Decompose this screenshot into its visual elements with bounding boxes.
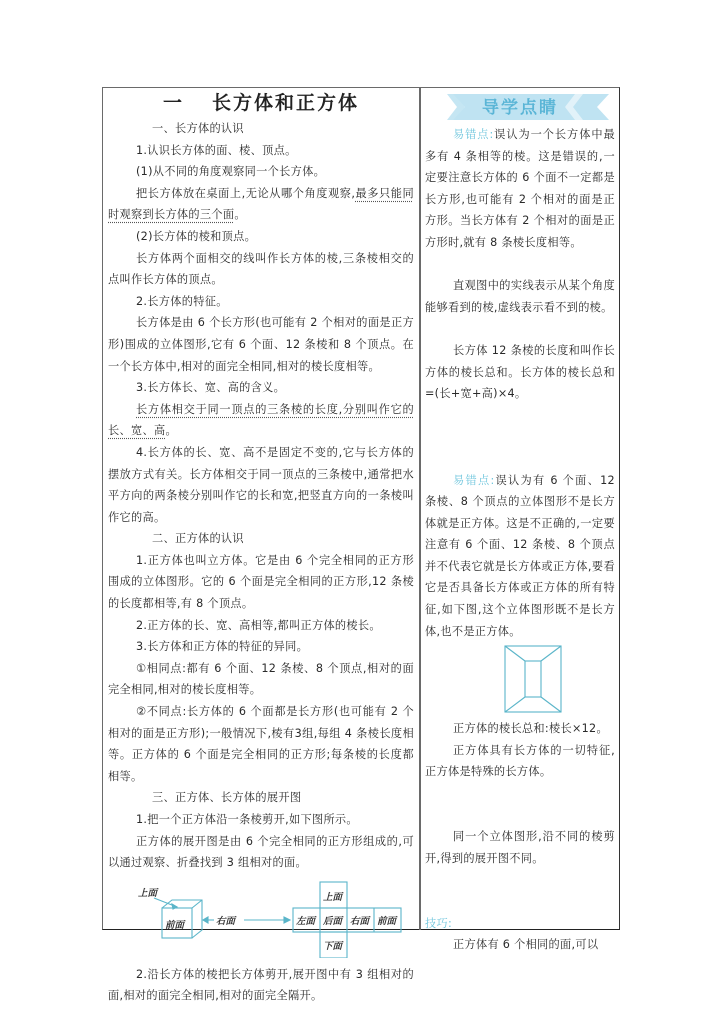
paragraph-same: ①相同点:都有 6 个面、12 条棱、8 个顶点,相对的面完全相同,相对的棱长度相等。 xyxy=(108,661,414,697)
tip-common-mistake-1: 易错点:误认为一个长方体中最多有 4 条相等的棱。这是错误的,一定要注意长方体的 6 个面不一定都是长方形,也可能有 2 个相对的面是正方形。当长方体有 2 个相对的面是正方形时,就有 8 条棱长度相等。 xyxy=(425,128,615,249)
net-front: 前面 xyxy=(377,915,397,927)
paragraph-edges: 长方体两个面相交的线叫作长方体的棱,三条棱相交的点叫作长方体的顶点。 xyxy=(108,251,414,287)
tip-label: 易错点: xyxy=(453,473,495,487)
point-3: 3.长方体长、宽、高的含义。 xyxy=(136,381,286,395)
emphasis-dimensions: 长方体相交于同一顶点的三条棱的长度,分别叫作它的长、宽、高 xyxy=(108,402,414,438)
net-back: 后面 xyxy=(323,915,343,927)
frustum-figure xyxy=(425,642,615,738)
cube-net-illustration xyxy=(108,874,414,958)
net-bottom: 下面 xyxy=(323,940,343,952)
point-1-1: (1)从不同的角度观察同一个长方体。 xyxy=(136,165,326,179)
paragraph-features: 长方体是由 6 个长方形(也可能有 2 个相对的面是正方形)围成的立体图形,它有 6 个面、12 条棱和 8 个顶点。在一个长方体中,相对的面完全相同,相对的棱长度相等。 xyxy=(108,316,414,373)
net-top: 上面 xyxy=(323,891,343,903)
chapter-title: 长方体和正方体 xyxy=(212,92,360,114)
paragraph-net-1: 1.把一个正方体沿一条棱剪开,如下图所示。 xyxy=(136,813,358,826)
tip-common-mistake-2: 易错点:误认为有 6 个面、12 条棱、8 个顶点的立体图形不是长方体就是正方体。这是不正确的,一定要注意有 6 个面、12 条棱、8 个顶点并不代表它就是长方体或正方体,要看它是否具备长方体或正方体的所有特征,如下图,这个立体图形既不是长方体,也不是正方体。 xyxy=(425,473,615,638)
main-column xyxy=(108,88,414,1007)
paragraph-observe: 把长方体放在桌面上,无论从哪个角度观察,最多只能同时观察到长方体的三个面。 xyxy=(108,186,414,222)
truncated-pyramid-illustration xyxy=(425,642,615,738)
tip-cube-edge-sum: 正方体的棱长总和:棱长×12。 xyxy=(453,722,608,736)
paragraph-diff: ②不同点:长方体的 6 个面都是长方形(也可能有 2 个相对的面是正方形);一般情况下,棱有3组,每组 4 条棱长度相等。正方体的 6 个面是完全相同的正方形;每条棱的长度都相等。 xyxy=(108,705,414,783)
point-1: 1.认识长方体的面、棱、顶点。 xyxy=(136,143,297,157)
paragraph-compare: 3.长方体和正方体的特征的异同。 xyxy=(136,640,309,654)
net-left: 左面 xyxy=(296,915,316,927)
section-heading-2: 二、正方体的认识 xyxy=(152,532,244,546)
paragraph-net-3: 2.沿长方体的棱把长方体剪开,展开图中有 3 组相对的面,相对的面完全相同,相对的面完全隔开。 xyxy=(108,967,414,1003)
point-2: 2.长方体的特征。 xyxy=(136,294,228,308)
tip-different-nets: 同一个立体图形,沿不同的棱剪开,得到的展开图不同。 xyxy=(425,830,615,865)
tip-technique: 正方体有 6 个相同的面,可以 xyxy=(453,938,599,952)
label-front-face: 前面 xyxy=(165,919,185,931)
tip-technique-label: 技巧: xyxy=(425,916,453,930)
tip-solid-dashed: 直观图中的实线表示从某个角度能够看到的棱,虚线表示看不到的棱。 xyxy=(425,279,615,314)
paragraph-dimensions: 长方体相交于同一顶点的三条棱的长度,分别叫作它的长、宽、高。 xyxy=(108,402,414,438)
section-heading-3: 三、正方体、长方体的展开图 xyxy=(152,791,302,805)
tip-label: 易错点: xyxy=(453,128,494,141)
paragraph-orientation: 4.长方体的长、宽、高不是固定不变的,它与长方体的摆放方式有关。长方体相交于同一顶点的三条棱中,通常把水平方向的两条棱分别叫作它的长和宽,把竖直方向的一条棱叫作它的高。 xyxy=(108,445,414,524)
label-right-face: 右面 xyxy=(216,915,236,927)
net-right: 右面 xyxy=(350,915,370,927)
paragraph-cube-edge: 2.正方体的长、宽、高相等,都叫正方体的棱长。 xyxy=(136,618,381,632)
cube-net-diagram xyxy=(108,874,414,958)
label-top-face: 上面 xyxy=(138,887,158,899)
banner-title: 导学点睛 xyxy=(482,98,558,118)
paragraph-net-2: 正方体的展开图是由 6 个完全相同的正方形组成的,可以通过观察、折叠找到 3 组相对的面。 xyxy=(108,834,414,870)
section-heading-1: 一、长方体的认识 xyxy=(152,122,244,135)
column-divider xyxy=(419,87,421,930)
tip-edge-sum: 长方体 12 条棱的长度和叫作长方体的棱长总和。长方体的棱长总和=(长+宽+高)×4。 xyxy=(425,343,615,401)
chapter-number: 一 xyxy=(162,92,184,114)
point-1-2: (2)长方体的棱和顶点。 xyxy=(136,229,257,243)
tips-banner xyxy=(425,90,615,124)
page-title xyxy=(108,88,414,118)
paragraph-cube-def: 1.正方体也叫立方体。它是由 6 个完全相同的正方形围成的立体图形。它的 6 个面是完全相同的正方形,12 条棱的长度都相等,有 8 个顶点。 xyxy=(108,553,414,611)
sidebar-tips xyxy=(425,88,615,956)
tip-cube-special: 正方体具有长方体的一切特征,正方体是特殊的长方体。 xyxy=(425,743,615,779)
emphasis-three-faces: 最多只能同时观察到长方体的三个面 xyxy=(108,186,414,222)
